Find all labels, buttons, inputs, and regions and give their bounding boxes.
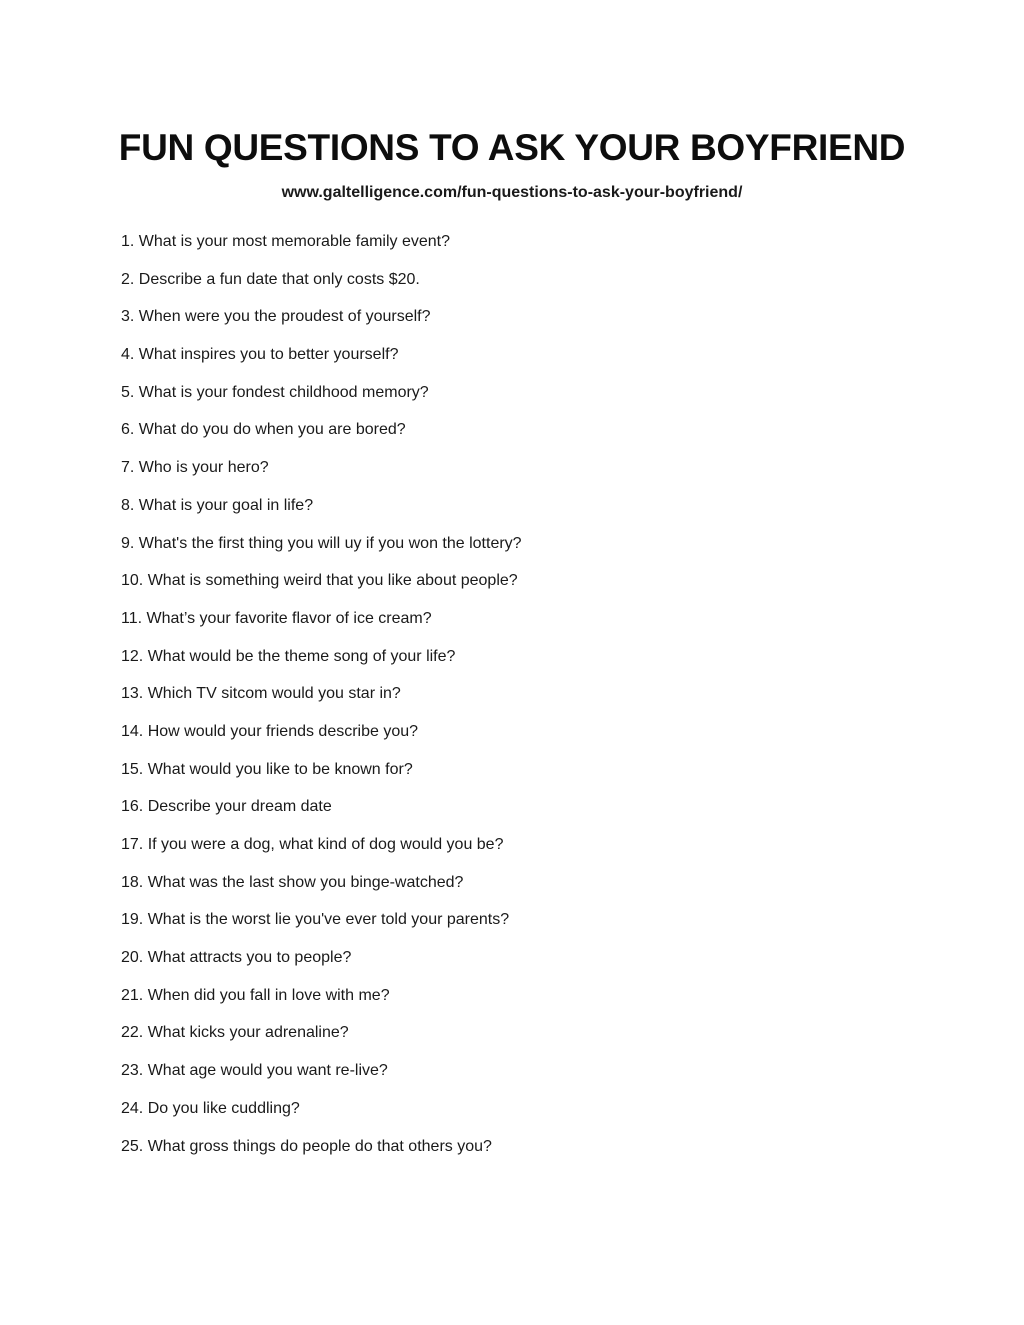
list-item: 9. What's the first thing you will uy if you won the lottery? bbox=[121, 534, 522, 552]
list-item: 17. If you were a dog, what kind of dog would you be? bbox=[121, 836, 504, 853]
list-item: 6. What do you do when you are bored? bbox=[121, 421, 406, 439]
list-item: 15. What would you like to be known for? bbox=[121, 760, 413, 778]
list-item: 21. When did you fall in love with me? bbox=[121, 986, 390, 1004]
list-item: 13. Which TV sitcom would you star in? bbox=[121, 685, 401, 703]
list-item: 14. How would your friends describe you? bbox=[121, 722, 419, 740]
list-item: 11. What’s your favorite flavor of ice cream? bbox=[121, 609, 432, 627]
list-item: 22. What kicks your adrenaline? bbox=[121, 1024, 349, 1042]
list-item: 3. When were you the proudest of yourself? bbox=[121, 308, 431, 326]
question-list bbox=[121, 229, 522, 1171]
list-item: 2. Describe a fun date that only costs $20. bbox=[121, 270, 420, 288]
list-item: 20. What attracts you to people? bbox=[121, 949, 352, 967]
list-item: 19. What is the worst lie you've ever told your parents? bbox=[121, 911, 510, 929]
list-item: 8. What is your goal in life? bbox=[121, 496, 314, 514]
list-item: 24. Do you like cuddling? bbox=[121, 1099, 300, 1117]
list-item: 7. Who is your hero? bbox=[121, 459, 269, 477]
list-item: 23. What age would you want re-live? bbox=[121, 1062, 388, 1080]
list-item: 18. What was the last show you binge-watched? bbox=[121, 873, 464, 891]
list-item: 25. What gross things do people do that others you? bbox=[121, 1137, 492, 1155]
list-item: 4. What inspires you to better yourself? bbox=[121, 346, 399, 364]
list-item: 10. What is something weird that you like about people? bbox=[121, 572, 518, 590]
list-item: 5. What is your fondest childhood memory? bbox=[121, 383, 429, 401]
list-item: 16. Describe your dream date bbox=[121, 798, 332, 816]
list-item: 1. What is your most memorable family event? bbox=[121, 233, 451, 250]
page-title: FUN QUESTIONS TO ASK YOUR BOYFRIEND bbox=[118, 127, 906, 168]
list-item: 12. What would be the theme song of your life? bbox=[121, 647, 456, 665]
source-url: www.galtelligence.com/fun-questions-to-ask-your-boyfriend/ bbox=[281, 184, 743, 201]
